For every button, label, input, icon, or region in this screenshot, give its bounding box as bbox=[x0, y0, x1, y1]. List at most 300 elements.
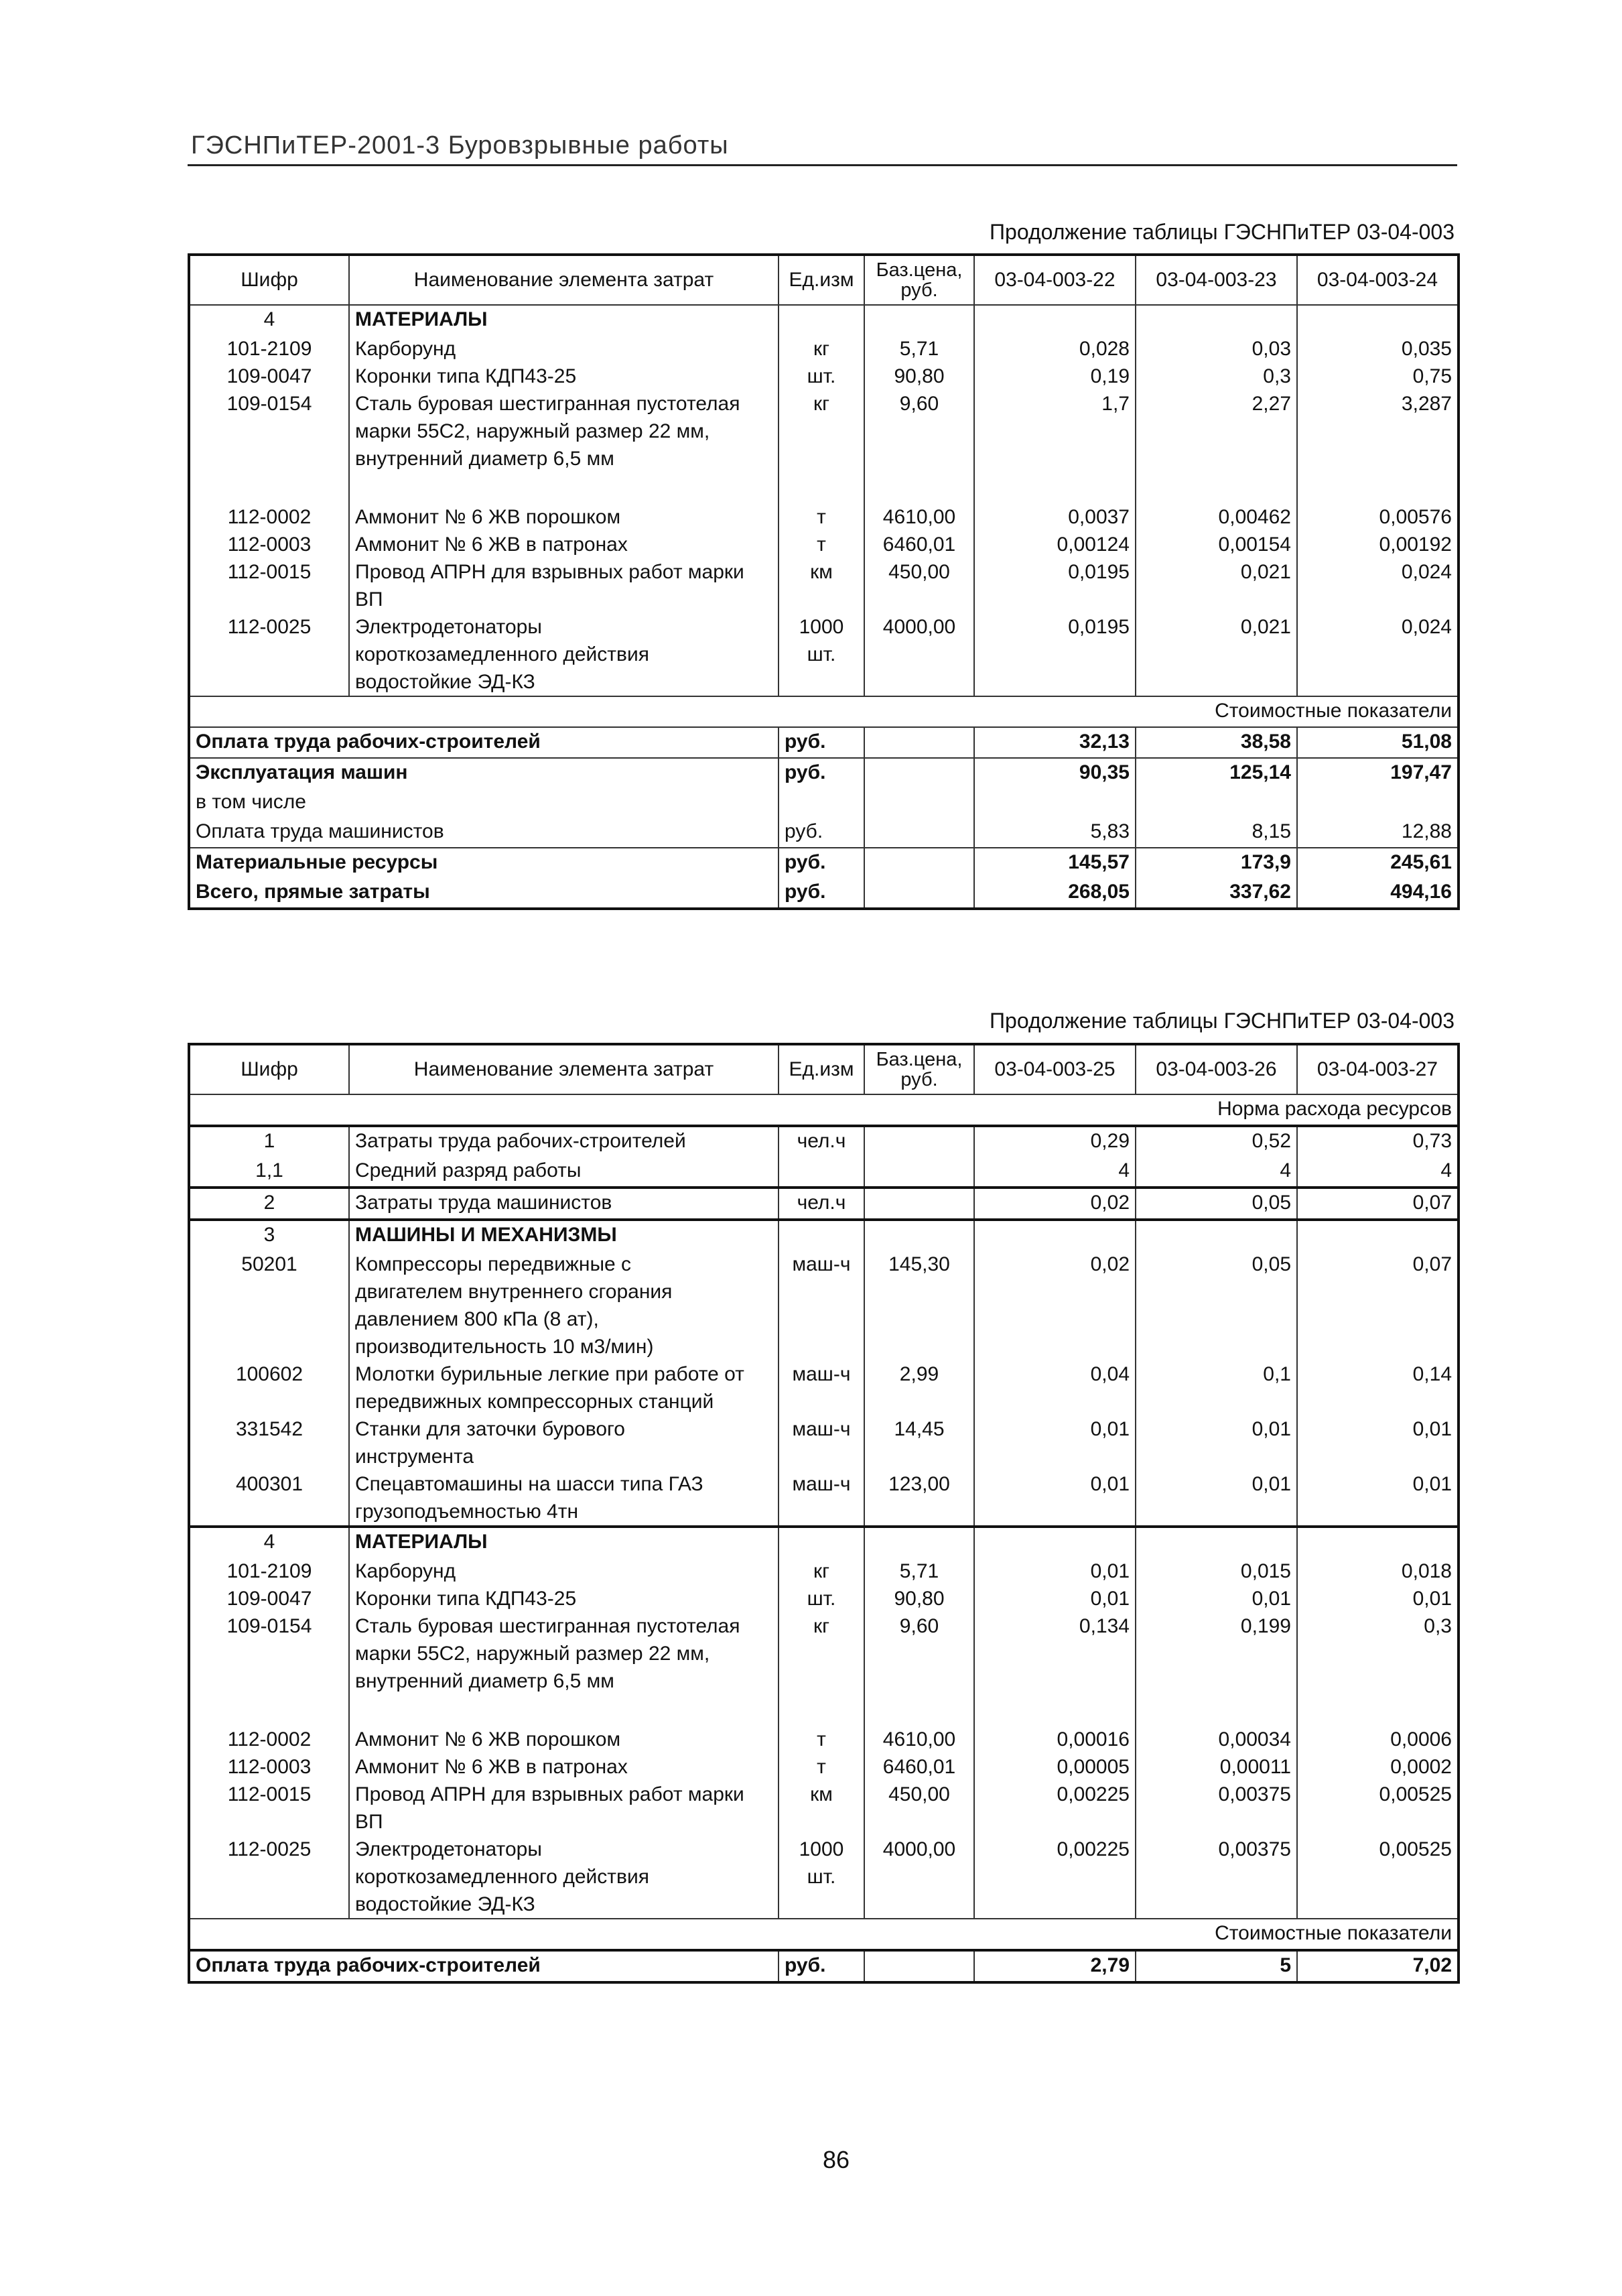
resource-price: 6460,01 bbox=[864, 1753, 974, 1781]
cost-value-2: 5 bbox=[1136, 1950, 1297, 1982]
resource-price: 4000,00 bbox=[864, 613, 974, 696]
bar-label: Норма расхода ресурсов bbox=[189, 1094, 1459, 1126]
resource-name: Затраты труда рабочих-строителей bbox=[349, 1126, 779, 1157]
resource-name bbox=[349, 1753, 779, 1781]
resource-name-line: инструмента bbox=[355, 1446, 474, 1468]
empty-cell bbox=[1136, 1527, 1297, 1557]
norm-value-2: 0,1 bbox=[1136, 1360, 1297, 1415]
table-row bbox=[189, 1470, 1459, 1527]
norm-value-1: 0,0195 bbox=[974, 613, 1136, 696]
resource-name bbox=[349, 1415, 779, 1470]
norm-value-2: 0,03 bbox=[1136, 335, 1297, 363]
empty-cell bbox=[974, 305, 1136, 335]
resource-name bbox=[349, 1726, 779, 1753]
cost-row bbox=[189, 758, 1459, 788]
cost-value-3: 197,47 bbox=[1297, 758, 1459, 788]
resource-name-line: Молотки бурильные легкие при работе от bbox=[355, 1363, 744, 1385]
resource-unit bbox=[779, 1585, 864, 1612]
section-code: 3 bbox=[263, 1224, 275, 1246]
resource-code: 112-0003 bbox=[227, 533, 312, 556]
table-row bbox=[189, 1726, 1459, 1753]
empty-cell bbox=[1136, 1220, 1297, 1251]
resource-name-line: двигателем внутреннего сгорания bbox=[355, 1281, 673, 1303]
norm-value-1: 0,00005 bbox=[974, 1753, 1136, 1781]
resource-unit bbox=[779, 1836, 864, 1919]
table1-caption: Продолжение таблицы ГЭСНПиТЕР 03-04-003 bbox=[990, 220, 1455, 244]
table-row bbox=[189, 390, 1459, 472]
cost-unit: руб. bbox=[779, 878, 864, 909]
resource-name-line: Коронки типа КДП43-25 bbox=[355, 365, 577, 387]
norm-value-1: 0,00225 bbox=[974, 1836, 1136, 1919]
cost-value-3 bbox=[1297, 788, 1459, 818]
norm-value-3: 0,14 bbox=[1297, 1360, 1459, 1415]
resource-unit-line: маш-ч bbox=[792, 1363, 851, 1385]
cost-row bbox=[189, 788, 1459, 818]
norm-value-1: 0,02 bbox=[974, 1251, 1136, 1360]
section-title: МАТЕРИАЛЫ bbox=[349, 305, 779, 335]
norm-value-3: 0,73 bbox=[1297, 1126, 1459, 1157]
cost-name: Материальные ресурсы bbox=[196, 851, 438, 873]
resource-name bbox=[349, 1557, 779, 1585]
resource-code: 112-0015 bbox=[227, 561, 312, 583]
resource-code: 1,1 bbox=[189, 1157, 349, 1188]
norm-value-1: 0,0195 bbox=[974, 558, 1136, 613]
spacer-row bbox=[189, 472, 1459, 503]
table-row bbox=[189, 1188, 1459, 1220]
norm-value-2: 0,05 bbox=[1136, 1188, 1297, 1220]
section-row bbox=[189, 1527, 1459, 1557]
col-header-norm-2: 03-04-003-23 bbox=[1136, 255, 1297, 305]
resource-unit bbox=[779, 1726, 864, 1753]
empty-cell bbox=[189, 1695, 349, 1726]
resource-table-2 bbox=[188, 1043, 1460, 1984]
resource-unit bbox=[779, 1415, 864, 1470]
norm-value-2: 2,27 bbox=[1136, 390, 1297, 472]
norm-value-2: 0,021 bbox=[1136, 558, 1297, 613]
resource-unit bbox=[779, 1753, 864, 1781]
resource-name bbox=[349, 335, 779, 363]
section-row bbox=[189, 305, 1459, 335]
table-row bbox=[189, 1836, 1459, 1919]
norm-value-1: 0,19 bbox=[974, 363, 1136, 390]
section-code: 4 bbox=[263, 308, 275, 330]
resource-name-line: Станки для заточки бурового bbox=[355, 1418, 625, 1440]
empty-cell bbox=[1297, 305, 1459, 335]
resource-price bbox=[864, 878, 974, 909]
resource-code: 50201 bbox=[241, 1253, 297, 1275]
resource-unit-line: т bbox=[817, 1728, 826, 1750]
resource-name bbox=[349, 1612, 779, 1695]
empty-cell bbox=[189, 472, 349, 503]
norm-value-3: 0,035 bbox=[1297, 335, 1459, 363]
empty-cell bbox=[864, 472, 974, 503]
empty-cell bbox=[1297, 1695, 1459, 1726]
resource-name bbox=[349, 558, 779, 613]
resource-name-line: Аммонит № 6 ЖВ в патронах bbox=[355, 1756, 628, 1778]
resource-unit-line: маш-ч bbox=[792, 1418, 851, 1440]
norm-value-2: 0,00154 bbox=[1136, 531, 1297, 558]
resource-name-line: ВП bbox=[355, 1811, 383, 1833]
cost-value-2: 173,9 bbox=[1136, 848, 1297, 878]
cost-value-1: 2,79 bbox=[974, 1950, 1136, 1982]
norm-value-2: 0,52 bbox=[1136, 1126, 1297, 1157]
resource-name-line: марки 55С2, наружный размер 22 мм, bbox=[355, 420, 710, 442]
norm-value-2: 0,3 bbox=[1136, 363, 1297, 390]
resource-name-line: Провод АПРН для взрывных работ марки bbox=[355, 1783, 744, 1805]
cost-row bbox=[189, 878, 1459, 909]
empty-cell bbox=[1136, 305, 1297, 335]
resource-code: 1 bbox=[263, 1130, 275, 1152]
resource-unit bbox=[779, 1557, 864, 1585]
norm-value-3: 3,287 bbox=[1297, 390, 1459, 472]
resource-unit-line: 1000 bbox=[799, 616, 844, 638]
resource-code: 112-0015 bbox=[227, 1783, 312, 1805]
resource-name-line: Электродетонаторы bbox=[355, 616, 542, 638]
table-header-row bbox=[189, 255, 1459, 305]
bar-label: Стоимостные показатели bbox=[189, 696, 1459, 727]
resource-code: 112-0002 bbox=[227, 506, 312, 528]
table-row bbox=[189, 1126, 1459, 1157]
col-header-norm-1: 03-04-003-25 bbox=[974, 1044, 1136, 1094]
norm-value-3: 0,01 bbox=[1297, 1585, 1459, 1612]
resource-name-line: Аммонит № 6 ЖВ порошком bbox=[355, 1728, 621, 1750]
col-header-unit: Ед.изм bbox=[779, 255, 864, 305]
cost-name: Эксплуатация машин bbox=[196, 761, 408, 783]
cost-unit bbox=[779, 788, 864, 818]
resource-price: 4000,00 bbox=[864, 1836, 974, 1919]
resource-unit-line: 1000 bbox=[799, 1838, 844, 1860]
col-header-unit: Ед.изм bbox=[779, 1044, 864, 1094]
empty-cell bbox=[1136, 472, 1297, 503]
resource-code: 112-0025 bbox=[189, 613, 349, 696]
cost-row bbox=[189, 727, 1459, 758]
cost-value-3: 12,88 bbox=[1297, 818, 1459, 848]
section-title: МАШИНЫ И МЕХАНИЗМЫ bbox=[349, 1220, 779, 1251]
empty-cell bbox=[349, 1695, 779, 1726]
resource-unit bbox=[779, 503, 864, 531]
resource-price: 4610,00 bbox=[864, 503, 974, 531]
resource-name-line: Карборунд bbox=[355, 1560, 456, 1582]
resource-name bbox=[349, 613, 779, 696]
resource-name bbox=[349, 1360, 779, 1415]
header-rule bbox=[188, 164, 1457, 166]
table-header-row bbox=[189, 1044, 1459, 1094]
table-row bbox=[189, 1585, 1459, 1612]
norm-value-1: 1,7 bbox=[974, 390, 1136, 472]
norm-value-1: 0,01 bbox=[974, 1557, 1136, 1585]
resource-name-line: короткозамедленного действия bbox=[355, 1866, 649, 1888]
resource-unit bbox=[779, 1781, 864, 1836]
resource-code: 331542 bbox=[235, 1418, 303, 1440]
cost-row bbox=[189, 1950, 1459, 1982]
cost-value-2: 38,58 bbox=[1136, 727, 1297, 758]
norm-value-3: 0,00525 bbox=[1297, 1836, 1459, 1919]
cost-unit: руб. bbox=[779, 1950, 864, 1982]
empty-cell bbox=[779, 1695, 864, 1726]
resource-unit-line: км bbox=[810, 1783, 833, 1805]
resource-name-line: Спецавтомашины на шасси типа ГАЗ bbox=[355, 1473, 703, 1495]
norm-value-1: 0,29 bbox=[974, 1126, 1136, 1157]
resource-unit bbox=[779, 335, 864, 363]
resource-name-line: Компрессоры передвижные с bbox=[355, 1253, 632, 1275]
resource-unit-line: т bbox=[817, 506, 826, 528]
table-row bbox=[189, 1415, 1459, 1470]
resource-price: 9,60 bbox=[864, 1612, 974, 1695]
cost-value-1: 5,83 bbox=[974, 818, 1136, 848]
resource-name-line: Электродетонаторы bbox=[355, 1838, 542, 1860]
empty-cell bbox=[779, 472, 864, 503]
norm-value-2: 0,00011 bbox=[1136, 1753, 1297, 1781]
section-row bbox=[189, 1220, 1459, 1251]
norm-value-1: 0,028 bbox=[974, 335, 1136, 363]
resource-unit bbox=[779, 1360, 864, 1415]
resource-price bbox=[864, 788, 974, 818]
resource-price: 6460,01 bbox=[864, 531, 974, 558]
cost-value-1: 32,13 bbox=[974, 727, 1136, 758]
resource-unit bbox=[779, 1612, 864, 1695]
resource-price: 90,80 bbox=[864, 363, 974, 390]
resource-code: 112-0025 bbox=[189, 1836, 349, 1919]
resource-price: 90,80 bbox=[864, 1585, 974, 1612]
norm-value-1: 0,02 bbox=[974, 1188, 1136, 1220]
spacer-row bbox=[189, 1695, 1459, 1726]
norm-value-3: 0,3 bbox=[1297, 1612, 1459, 1695]
cost-value-2 bbox=[1136, 788, 1297, 818]
resource-code: 101-2109 bbox=[226, 1560, 312, 1582]
table-row bbox=[189, 558, 1459, 613]
cost-value-1: 268,05 bbox=[974, 878, 1136, 909]
cost-row bbox=[189, 848, 1459, 878]
col-header-norm-3: 03-04-003-24 bbox=[1297, 255, 1459, 305]
empty-cell bbox=[974, 1220, 1136, 1251]
resource-price bbox=[864, 727, 974, 758]
resource-unit: чел.ч bbox=[779, 1126, 864, 1157]
norm-value-2: 0,00375 bbox=[1136, 1836, 1297, 1919]
norm-value-3: 0,00576 bbox=[1297, 503, 1459, 531]
resource-price bbox=[864, 1950, 974, 1982]
empty-cell bbox=[864, 305, 974, 335]
resource-price: 14,45 bbox=[864, 1415, 974, 1470]
document-header: ГЭСНПиТЕР-2001-3 Буровзрывные работы bbox=[191, 131, 729, 160]
resource-price bbox=[864, 848, 974, 878]
table-row bbox=[189, 1157, 1459, 1188]
resource-price: 4610,00 bbox=[864, 1726, 974, 1753]
empty-cell bbox=[1136, 1695, 1297, 1726]
table-row bbox=[189, 531, 1459, 558]
resource-name bbox=[349, 1585, 779, 1612]
resource-unit-line: маш-ч bbox=[792, 1253, 851, 1275]
norm-value-2: 0,021 bbox=[1136, 613, 1297, 696]
resource-name-line: водостойкие ЭД-КЗ bbox=[355, 1893, 535, 1915]
cost-value-2: 8,15 bbox=[1136, 818, 1297, 848]
resource-name-line: Коронки типа КДП43-25 bbox=[355, 1588, 577, 1610]
resource-name bbox=[349, 390, 779, 472]
resource-name: Средний разряд работы bbox=[349, 1157, 779, 1188]
col-header-norm-1: 03-04-003-22 bbox=[974, 255, 1136, 305]
resource-price bbox=[864, 758, 974, 788]
norm-value-2: 0,01 bbox=[1136, 1585, 1297, 1612]
resource-name bbox=[349, 363, 779, 390]
resource-unit bbox=[779, 1157, 864, 1188]
norm-value-3: 0,0006 bbox=[1297, 1726, 1459, 1753]
resource-price: 5,71 bbox=[864, 335, 974, 363]
norm-value-1: 0,01 bbox=[974, 1470, 1136, 1527]
resource-price: 450,00 bbox=[864, 558, 974, 613]
col-header-price: Баз.цена, руб. bbox=[864, 1044, 974, 1094]
resource-unit-line: т bbox=[817, 533, 826, 556]
table-row bbox=[189, 1557, 1459, 1585]
resource-name bbox=[349, 1781, 779, 1836]
table2-caption: Продолжение таблицы ГЭСНПиТЕР 03-04-003 bbox=[990, 1009, 1455, 1033]
resource-name-line: Карборунд bbox=[355, 338, 456, 360]
empty-cell bbox=[779, 305, 864, 335]
col-header-code: Шифр bbox=[189, 255, 349, 305]
section-title: МАТЕРИАЛЫ bbox=[349, 1527, 779, 1557]
empty-cell bbox=[779, 1527, 864, 1557]
label-bar-row bbox=[189, 696, 1459, 727]
resource-price: 123,00 bbox=[864, 1470, 974, 1527]
table-row bbox=[189, 1612, 1459, 1695]
resource-unit bbox=[779, 390, 864, 472]
cost-value-1: 145,57 bbox=[974, 848, 1136, 878]
resource-code: 100602 bbox=[235, 1363, 303, 1385]
resource-name-line: водостойкие ЭД-КЗ bbox=[355, 671, 535, 693]
cost-value-1 bbox=[974, 788, 1136, 818]
norm-value-3: 0,024 bbox=[1297, 558, 1459, 613]
norm-value-1: 0,01 bbox=[974, 1585, 1136, 1612]
resource-unit-line: шт. bbox=[807, 365, 836, 387]
resource-code: 109-0154 bbox=[226, 393, 312, 415]
resource-name bbox=[349, 1836, 779, 1919]
resource-price: 2,99 bbox=[864, 1360, 974, 1415]
col-header-name: Наименование элемента затрат bbox=[349, 255, 779, 305]
table-row bbox=[189, 1781, 1459, 1836]
resource-name-line: давлением 800 кПа (8 ат), bbox=[355, 1308, 599, 1330]
empty-cell bbox=[1297, 1527, 1459, 1557]
resource-unit-line: шт. bbox=[807, 643, 836, 665]
resource-price bbox=[864, 1188, 974, 1220]
cost-name: в том числе bbox=[196, 791, 306, 813]
resource-unit bbox=[779, 558, 864, 613]
resource-name-line: Аммонит № 6 ЖВ порошком bbox=[355, 506, 621, 528]
norm-value-3: 0,00192 bbox=[1297, 531, 1459, 558]
empty-cell bbox=[974, 1695, 1136, 1726]
resource-code: 112-0003 bbox=[227, 1756, 312, 1778]
cost-value-3: 51,08 bbox=[1297, 727, 1459, 758]
table-row bbox=[189, 1360, 1459, 1415]
resource-name-line: внутренний диаметр 6,5 мм bbox=[355, 448, 614, 470]
cost-value-2: 125,14 bbox=[1136, 758, 1297, 788]
page-number: 86 bbox=[823, 2146, 850, 2173]
cost-unit: руб. bbox=[779, 727, 864, 758]
cost-name: Всего, прямые затраты bbox=[196, 881, 430, 903]
resource-unit bbox=[779, 1470, 864, 1527]
resource-name: Затраты труда машинистов bbox=[349, 1188, 779, 1220]
col-header-norm-3: 03-04-003-27 bbox=[1297, 1044, 1459, 1094]
norm-value-2: 0,01 bbox=[1136, 1470, 1297, 1527]
norm-value-3: 0,01 bbox=[1297, 1470, 1459, 1527]
resource-code: 400301 bbox=[189, 1470, 349, 1527]
table-row bbox=[189, 335, 1459, 363]
norm-value-3: 0,018 bbox=[1297, 1557, 1459, 1585]
section-code: 4 bbox=[263, 1531, 275, 1553]
resource-unit-line: маш-ч bbox=[792, 1473, 851, 1495]
norm-value-2: 0,00462 bbox=[1136, 503, 1297, 531]
resource-unit bbox=[779, 1251, 864, 1360]
resource-name-line: грузоподъемностью 4тн bbox=[355, 1501, 579, 1523]
empty-cell bbox=[864, 1220, 974, 1251]
cost-name: Оплата труда рабочих-строителей bbox=[189, 727, 779, 758]
cost-value-3: 7,02 bbox=[1297, 1950, 1459, 1982]
resource-name-line: марки 55С2, наружный размер 22 мм, bbox=[355, 1643, 710, 1665]
cost-unit: руб. bbox=[779, 818, 864, 848]
resource-price bbox=[864, 818, 974, 848]
resource-name-line: Сталь буровая шестигранная пустотелая bbox=[355, 393, 740, 415]
empty-cell bbox=[779, 1220, 864, 1251]
resource-name-line: ВП bbox=[355, 588, 383, 611]
resource-unit-line: кг bbox=[813, 1560, 830, 1582]
resource-code: 109-0047 bbox=[226, 1588, 312, 1610]
resource-price bbox=[864, 1157, 974, 1188]
norm-value-3: 4 bbox=[1297, 1157, 1459, 1188]
norm-value-1: 0,134 bbox=[974, 1612, 1136, 1695]
empty-cell bbox=[974, 472, 1136, 503]
empty-cell bbox=[1297, 1220, 1459, 1251]
cost-name: Оплата труда машинистов bbox=[189, 818, 779, 848]
table-row bbox=[189, 503, 1459, 531]
table-row bbox=[189, 1251, 1459, 1360]
resource-code: 109-0047 bbox=[226, 365, 312, 387]
resource-unit bbox=[779, 363, 864, 390]
resource-name bbox=[349, 1251, 779, 1360]
label-bar-row bbox=[189, 1919, 1459, 1950]
resource-price: 450,00 bbox=[864, 1781, 974, 1836]
norm-value-1: 4 bbox=[974, 1157, 1136, 1188]
resource-code: 101-2109 bbox=[226, 338, 312, 360]
norm-value-1: 0,0037 bbox=[974, 503, 1136, 531]
norm-value-2: 0,015 bbox=[1136, 1557, 1297, 1585]
norm-value-2: 0,199 bbox=[1136, 1612, 1297, 1695]
cost-value-2: 337,62 bbox=[1136, 878, 1297, 909]
empty-cell bbox=[349, 472, 779, 503]
cost-row bbox=[189, 818, 1459, 848]
table-row bbox=[189, 1753, 1459, 1781]
norm-value-2: 0,01 bbox=[1136, 1415, 1297, 1470]
bar-label: Стоимостные показатели bbox=[189, 1919, 1459, 1950]
resource-name-line: Провод АПРН для взрывных работ марки bbox=[355, 561, 744, 583]
col-header-name: Наименование элемента затрат bbox=[349, 1044, 779, 1094]
empty-cell bbox=[1297, 472, 1459, 503]
empty-cell bbox=[864, 1527, 974, 1557]
cost-value-1: 90,35 bbox=[974, 758, 1136, 788]
resource-price: 145,30 bbox=[864, 1251, 974, 1360]
resource-unit-line: кг bbox=[813, 1615, 830, 1637]
resource-price: 5,71 bbox=[864, 1557, 974, 1585]
norm-value-1: 0,01 bbox=[974, 1415, 1136, 1470]
resource-code: 112-0002 bbox=[227, 1728, 312, 1750]
resource-name-line: короткозамедленного действия bbox=[355, 643, 649, 665]
resource-unit-line: шт. bbox=[807, 1588, 836, 1610]
norm-value-1: 0,00016 bbox=[974, 1726, 1136, 1753]
norm-value-1: 0,00225 bbox=[974, 1781, 1136, 1836]
resource-code: 109-0154 bbox=[226, 1615, 312, 1637]
resource-table-1 bbox=[188, 253, 1460, 910]
resource-unit-line: шт. bbox=[807, 1866, 836, 1888]
cost-unit: руб. bbox=[779, 758, 864, 788]
resource-name-line: Аммонит № 6 ЖВ в патронах bbox=[355, 533, 628, 556]
norm-value-3: 0,07 bbox=[1297, 1251, 1459, 1360]
resource-name bbox=[349, 531, 779, 558]
